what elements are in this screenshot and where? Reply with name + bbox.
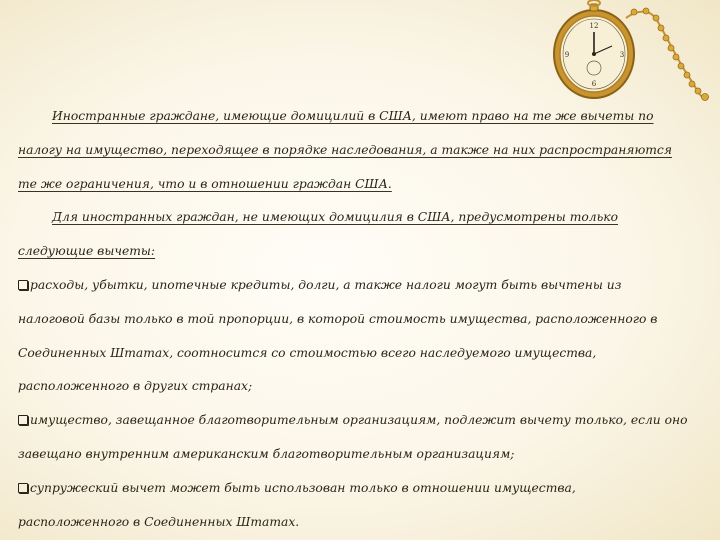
list-item: [18, 404, 690, 472]
paragraph: Иностранные граждане, имеющие домицилий в США, имеют право на те же вычеты по налогу на имущество, переходящее в порядке наследования, а также на них распространяются те же ограничения, что и в отношении граждан США.: [18, 109, 672, 191]
checkbox-bullet-icon: [18, 280, 28, 290]
list-item-text: имущество, завещанное благотворительным организациям, подлежит вычету только, если оно завещано внутренним американским благотворительным организациям;: [18, 413, 688, 461]
checkbox-bullet-icon: [18, 483, 28, 493]
svg-text:6: 6: [591, 80, 597, 88]
list-item: [18, 269, 690, 404]
list-item-text: супружеский вычет может быть использован только в отношении имущества, расположенного в Соединенных Штатах.: [18, 480, 576, 529]
checkbox-bullet-icon: [18, 415, 28, 425]
svg-text:3: 3: [619, 51, 625, 59]
paragraph: Для иностранных граждан, не имеющих домицилия в США, предусмотрены только следующие вычеты:: [18, 210, 619, 259]
list-item-text: расходы, убытки, ипотечные кредиты, долги, а также налоги могут быть вычтены из налоговой базы только в той пропорции, в которой стоимость имущества, расположенного в Соединенных Штатах, соотносится со стоимостью всего наследуемого имущества, расположенного в других странах;: [18, 277, 658, 394]
content-text: [18, 100, 690, 539]
svg-text:9: 9: [564, 51, 570, 59]
svg-text:12: 12: [589, 22, 599, 30]
list-item: [18, 472, 690, 540]
pocket-watch-icon: [548, 0, 720, 106]
